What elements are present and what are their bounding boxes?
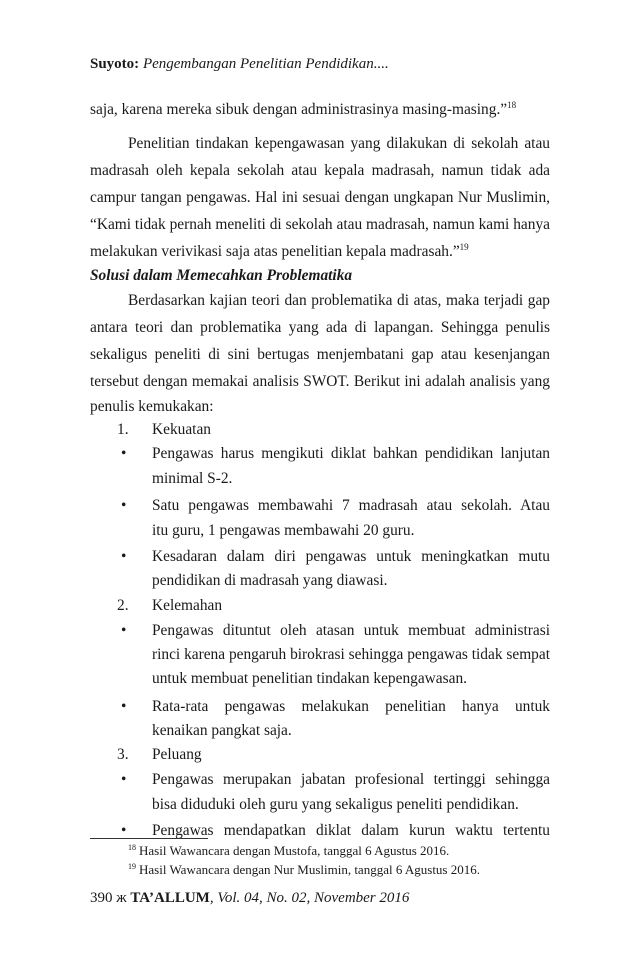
- paragraph-2-line: madrasah oleh kepala sekolah atau kepala madrasah, namun tidak ada: [90, 162, 550, 179]
- footnote-ref-19: 19: [459, 241, 469, 252]
- list-item-line: Pengawas harus mengikuti diklat bahkan pendidikan lanjutan: [152, 445, 550, 462]
- bullet: •: [121, 622, 127, 639]
- running-header: [90, 56, 389, 73]
- paragraph-3-line: antara teori dan problematika yang ada di lapangan. Sehingga penulis: [90, 319, 550, 336]
- footnote-19: [128, 862, 480, 878]
- paragraph-2-line: Penelitian tindakan kepengawasan yang dilakukan di sekolah atau: [128, 135, 550, 152]
- list-item-line: pendidikan di madrasah yang diawasi.: [152, 572, 388, 589]
- footnote-number: 19: [128, 861, 136, 871]
- paragraph-2-line: [90, 242, 550, 262]
- header-author: Suyoto:: [90, 56, 140, 72]
- journal-issue: , Vol. 04, No. 02, November 2016: [209, 890, 410, 906]
- footnote-text: Hasil Wawancara dengan Mustofa, tanggal 6 Agustus 2016.: [139, 843, 450, 858]
- paragraph-1-line: [90, 100, 550, 120]
- footnote-ref-18: 18: [507, 99, 517, 110]
- list-heading-kelemahan: Kelemahan: [152, 597, 223, 614]
- list-item-line: Kesadaran dalam diri pengawas untuk meningkatkan mutu: [152, 548, 550, 565]
- bullet: •: [121, 497, 127, 514]
- bullet: •: [121, 771, 127, 788]
- list-item-line: Rata-rata pengawas melakukan penelitian hanya untuk: [152, 698, 550, 715]
- paragraph-3-line: sekaligus peneliti di sini bertugas menjembatani gap atau kesenjangan: [90, 346, 550, 363]
- list-item-line: Pengawas dituntut oleh atasan untuk membuat administrasi: [152, 622, 550, 639]
- list-item-line: Pengawas mendapatkan diklat dalam kurun waktu tertentu: [152, 822, 550, 839]
- section-heading: Solusi dalam Memecahkan Problematika: [90, 267, 353, 284]
- text-span: melakukan verivikasi saja atas penelitian kepala madrasah.”: [90, 243, 460, 260]
- footnote-18: [128, 843, 449, 859]
- list-number: 1.: [117, 421, 129, 438]
- list-heading-peluang: Peluang: [152, 746, 202, 763]
- paragraph-3-line: Berdasarkan kajian teori dan problematika di atas, maka terjadi gap: [128, 292, 550, 309]
- list-item-line: untuk membuat penelitian tindakan kepengawasan.: [152, 670, 467, 687]
- paragraph-2-line: campur tangan pengawas. Hal ini sesuai dengan ungkapan Nur Muslimin,: [90, 189, 550, 206]
- paragraph-2-line: “Kami tidak pernah meneliti di sekolah atau madrasah, namun kami hanya: [90, 216, 550, 233]
- paragraph-3-line: penulis kemukakan:: [90, 398, 214, 415]
- list-number: 2.: [117, 597, 129, 614]
- list-heading-kekuatan: Kekuatan: [152, 421, 211, 438]
- footer-separator: ж: [116, 890, 127, 906]
- list-item-line: Satu pengawas membawahi 7 madrasah atau sekolah. Atau: [152, 497, 550, 514]
- list-item-line: Pengawas merupakan jabatan profesional tertinggi sehingga: [152, 771, 550, 788]
- bullet: •: [121, 822, 127, 839]
- page-footer: [90, 890, 409, 907]
- list-item-line: itu guru, 1 pengawas membawahi 20 guru.: [152, 522, 415, 539]
- bullet: •: [121, 445, 127, 462]
- list-item-line: minimal S-2.: [152, 470, 233, 487]
- paragraph-3-line: tersebut dengan memakai analisis SWOT. Berikut ini adalah analisis yang: [90, 373, 550, 390]
- bullet: •: [121, 548, 127, 565]
- journal-name: TA’ALLUM: [130, 890, 210, 906]
- header-title: Pengembangan Penelitian Pendidikan....: [142, 56, 389, 72]
- footnote-text: Hasil Wawancara dengan Nur Muslimin, tanggal 6 Agustus 2016.: [139, 862, 480, 877]
- text-span: saja, karena mereka sibuk dengan administrasinya masing-masing.”: [90, 101, 508, 118]
- list-number: 3.: [117, 746, 129, 763]
- list-item-line: bisa diduduki oleh guru yang sekaligus peneliti pendidikan.: [152, 796, 519, 813]
- page-number: 390: [90, 890, 113, 906]
- bullet: •: [121, 698, 127, 715]
- list-item-line: kenaikan pangkat saja.: [152, 722, 292, 739]
- footnote-number: 18: [128, 842, 136, 852]
- footnote-divider: [90, 838, 208, 839]
- list-item-line: rinci karena pengaruh birokrasi sehingga pengawas tidak sempat: [152, 646, 550, 663]
